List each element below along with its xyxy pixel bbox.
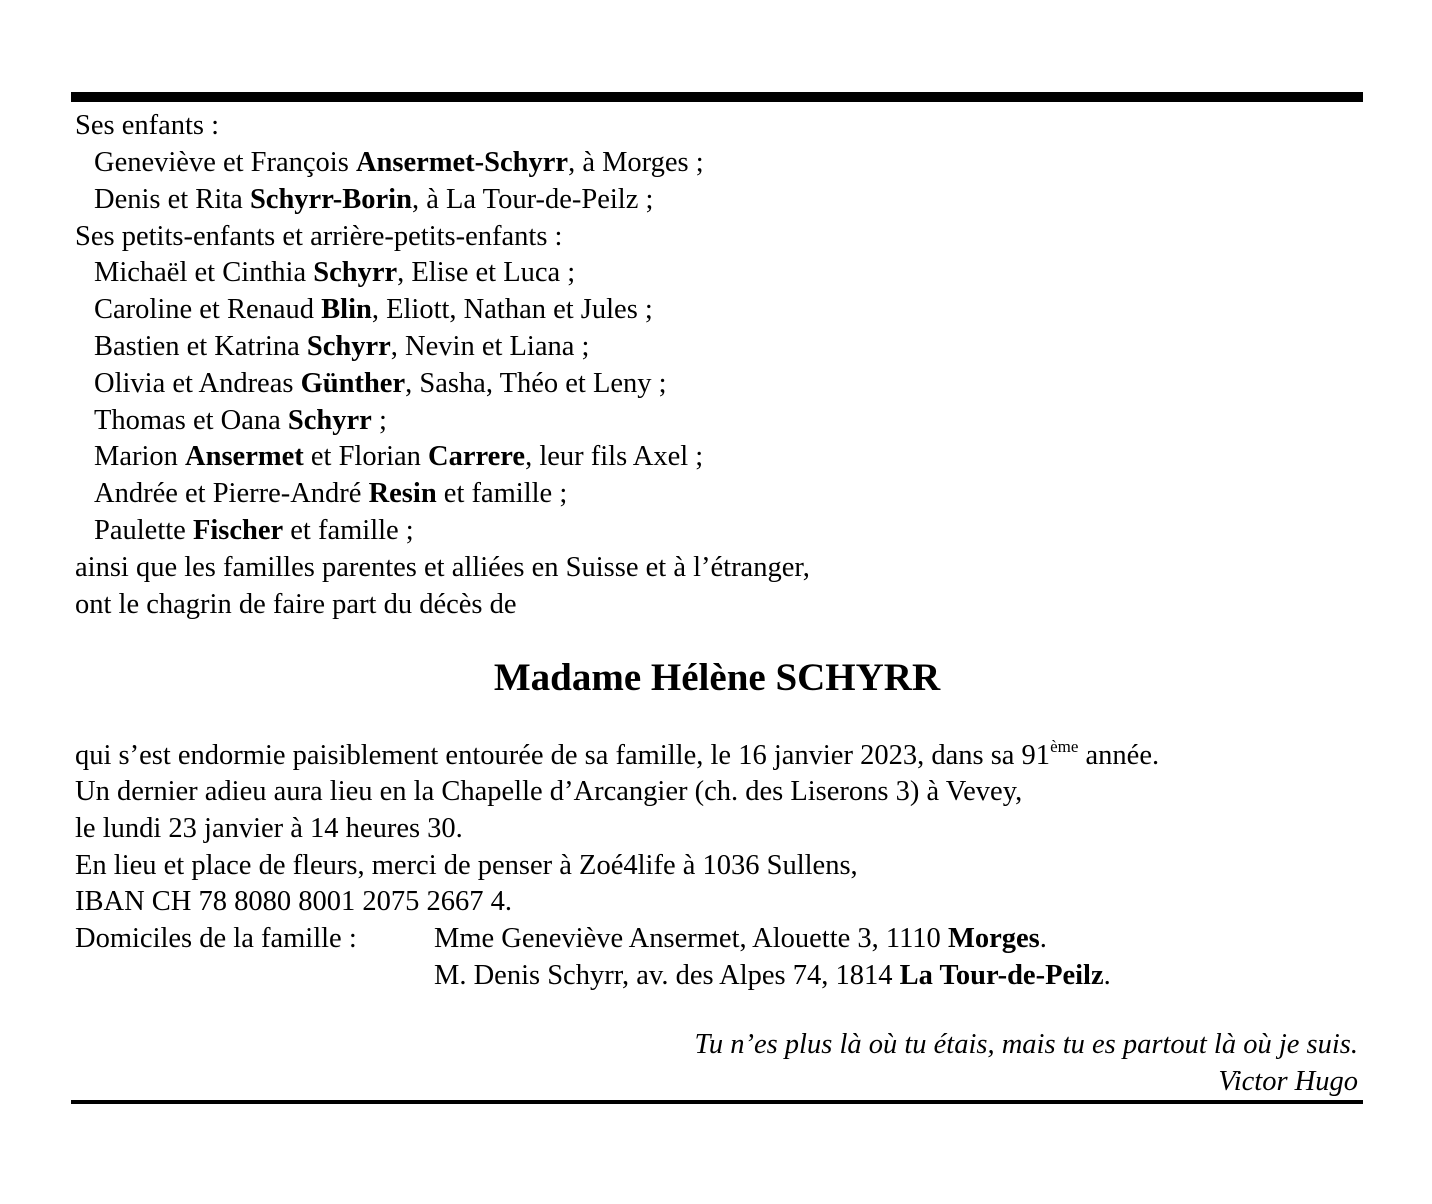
bottom-rule	[71, 1100, 1363, 1104]
relative-rest: et famille ;	[436, 478, 568, 509]
grandchild-line	[94, 259, 575, 288]
grandchild-surname: Schyrr	[287, 405, 372, 436]
grandchildren-heading: Ses petits-enfants et arrière-petits-enfants :	[75, 221, 563, 252]
child-line	[94, 186, 653, 215]
grandchild-rest: , Elise et Luca ;	[397, 257, 576, 288]
grandchild-rest: , leur fils Axel ;	[525, 441, 704, 472]
domicile-city: Morges	[947, 923, 1040, 954]
child-place: , à La Tour-de-Peilz ;	[411, 184, 654, 215]
domicile-city: La Tour-de-Peilz	[899, 960, 1104, 991]
grandchild-rest: ;	[371, 405, 387, 436]
child-place: , à Morges ;	[568, 147, 704, 178]
domicile-street: Mme Geneviève Ansermet, Alouette 3, 1110	[434, 923, 948, 954]
death-line-text: qui s’est endormie paisiblement entourée de sa famille, le 16 janvier 2023, dans sa 91	[75, 740, 1051, 771]
child-line	[94, 149, 704, 178]
children-heading: Ses enfants :	[75, 110, 220, 141]
closing-quote: Tu n’es plus là où tu étais, mais tu es partout là où je suis.	[694, 1029, 1358, 1060]
announce-line: ont le chagrin de faire part du décès de	[75, 589, 517, 620]
grandchild-rest: , Eliott, Nathan et Jules ;	[371, 294, 653, 325]
grandchild-first-names: Bastien et Katrina	[94, 331, 307, 362]
families-line: ainsi que les familles parentes et alliées en Suisse et à l’étranger,	[75, 552, 810, 583]
child-surname: Schyrr-Borin	[249, 184, 412, 215]
grandchild-line	[94, 407, 387, 436]
grandchild-first-names: Thomas et Oana	[94, 405, 288, 436]
grandchild-surname: Schyrr	[313, 257, 398, 288]
child-first-names: Denis et Rita	[94, 184, 250, 215]
donation-line-2: IBAN CH 78 8080 8001 2075 2667 4.	[75, 886, 513, 917]
relative-first-names: Paulette	[94, 515, 193, 546]
relative-surname: Resin	[368, 478, 437, 509]
grandchild-first-names: Michaël et Cinthia	[94, 257, 314, 288]
domiciles-label: Domiciles de la famille :	[75, 923, 357, 954]
death-line-end: année.	[1078, 740, 1160, 771]
domicile-address	[434, 925, 1047, 954]
relative-line	[94, 480, 567, 509]
grandchild-first-names: Caroline et Renaud	[94, 294, 322, 325]
domicile-street: M. Denis Schyrr, av. des Alpes 74, 1814	[434, 960, 900, 991]
deceased-name: Madame Hélène SCHYRR	[493, 656, 941, 699]
grandchild-line	[94, 370, 667, 399]
grandchild-partner-surname: Carrere	[428, 441, 526, 472]
child-surname: Ansermet-Schyrr	[355, 147, 569, 178]
relative-first-names: Andrée et Pierre-André	[94, 478, 369, 509]
quote-author: Victor Hugo	[1218, 1066, 1358, 1097]
grandchild-partner-first-name: et Florian	[303, 441, 429, 472]
ceremony-line-2: le lundi 23 janvier à 14 heures 30.	[75, 813, 463, 844]
grandchild-first-names: Marion	[94, 441, 186, 472]
grandchild-rest: , Sasha, Théo et Leny ;	[405, 368, 667, 399]
domicile-address	[434, 962, 1111, 991]
donation-line-1: En lieu et place de fleurs, merci de penser à Zoé4life à 1036 Sullens,	[75, 850, 858, 881]
grandchild-line	[94, 333, 589, 362]
grandchild-surname: Günther	[300, 368, 406, 399]
grandchild-surname: Blin	[321, 294, 372, 325]
relative-surname: Fischer	[192, 515, 284, 546]
relative-rest: et famille ;	[283, 515, 414, 546]
grandchild-surname: Ansermet	[185, 441, 304, 472]
death-line	[75, 737, 1160, 771]
domicile-end: .	[1039, 923, 1047, 954]
grandchild-surname: Schyrr	[306, 331, 391, 362]
ceremony-line-1: Un dernier adieu aura lieu en la Chapelle d’Arcangier (ch. des Liserons 3) à Vevey,	[75, 776, 1023, 807]
grandchild-line	[94, 296, 653, 325]
grandchild-line	[94, 443, 703, 472]
grandchild-rest: , Nevin et Liana ;	[390, 331, 590, 362]
ordinal-suffix: ème	[1050, 737, 1079, 756]
grandchild-first-names: Olivia et Andreas	[94, 368, 301, 399]
relative-line	[94, 517, 414, 546]
top-rule	[71, 92, 1363, 102]
child-first-names: Geneviève et François	[94, 147, 356, 178]
domicile-end: .	[1103, 960, 1111, 991]
